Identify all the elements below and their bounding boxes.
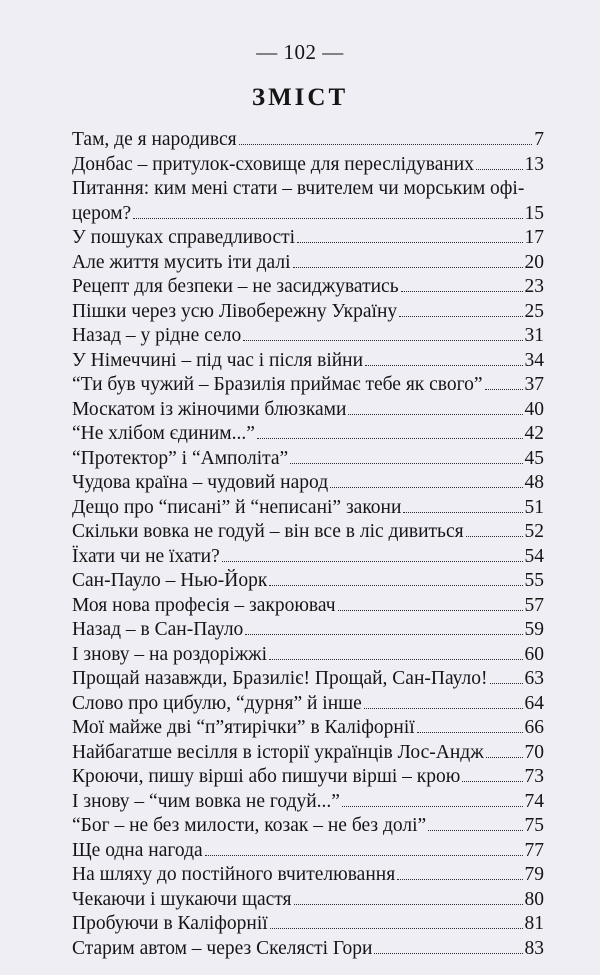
dot-leader — [399, 316, 522, 317]
toc-entry-page: 55 — [524, 570, 544, 591]
dot-leader — [330, 487, 522, 488]
dot-leader — [338, 610, 523, 611]
toc-entry-page: 74 — [524, 790, 544, 812]
toc-entry-page: 52 — [524, 521, 544, 542]
toc-entry-page: 51 — [524, 496, 544, 518]
toc-entry-title: Там, де я народився — [72, 129, 237, 150]
toc-entry-page: 57 — [524, 594, 544, 616]
toc-entry-title: Ще одна нагода — [72, 839, 203, 861]
toc-entry — [72, 300, 544, 325]
toc-entry-page: 20 — [524, 251, 544, 273]
toc-entry-page: 31 — [524, 325, 544, 346]
toc-entry — [72, 251, 544, 276]
toc-entry — [72, 545, 544, 570]
dot-leader — [462, 781, 522, 782]
toc-entry-title: Сан-Пауло – Нью-Йорк — [72, 570, 268, 591]
dot-leader — [294, 904, 523, 905]
toc-entry — [72, 765, 544, 790]
toc-entry-page: 73 — [524, 766, 544, 787]
toc-entry-title: Назад – в Сан-Пауло — [72, 619, 244, 640]
toc-entry-title: Скільки вовка не годуй – він все в ліс дивиться — [72, 521, 464, 542]
toc-entry-title: Їхати чи не їхати? — [72, 545, 220, 567]
dot-leader — [133, 218, 522, 219]
dot-leader — [222, 561, 523, 562]
toc-entry-page: 45 — [524, 447, 544, 469]
toc-entry — [72, 839, 544, 864]
toc-entry-title: Москатом із жіночими блюзками — [72, 398, 347, 420]
toc-entry — [72, 177, 544, 226]
toc-entry-page: 37 — [524, 374, 544, 395]
toc-entry — [72, 128, 544, 153]
dot-leader — [374, 953, 522, 954]
toc-entry-page: 79 — [524, 864, 544, 885]
toc-entry-title: Рецепт для безпеки – не засиджуватись — [72, 276, 399, 297]
toc-entry — [72, 471, 544, 496]
dot-leader — [270, 928, 523, 929]
table-of-contents — [72, 128, 544, 961]
toc-entry-title: У Німеччині – під час і після війни — [72, 349, 364, 371]
toc-entry-title: Мої майже дві “п”ятирічки” в Каліфорнії — [72, 717, 415, 738]
dot-leader — [466, 536, 523, 537]
toc-entry — [72, 422, 544, 447]
toc-entry-page: 34 — [524, 349, 544, 371]
toc-entry — [72, 447, 544, 472]
toc-entry-page: 83 — [524, 937, 544, 959]
toc-entry-title: Кроючи, пишу вірші або пишучи вірші – крою — [72, 766, 461, 787]
toc-entry — [72, 912, 544, 937]
dot-leader — [243, 340, 522, 341]
toc-entry — [72, 398, 544, 423]
toc-entry — [72, 569, 544, 594]
dot-leader — [239, 144, 533, 145]
toc-entry — [72, 667, 544, 692]
toc-entry — [72, 814, 544, 839]
toc-entry-title: І знову – “чим вовка не годуй...” — [72, 790, 340, 812]
toc-entry-title: На шляху до постійного вчителювання — [72, 864, 396, 885]
toc-entry-title: І знову – на роздоріжжі — [72, 643, 268, 665]
toc-entry-page: 81 — [524, 913, 544, 934]
toc-entry-page: 64 — [524, 692, 544, 714]
toc-entry — [72, 937, 544, 962]
toc-entry-title: Старим автом – через Скелясті Гори — [72, 937, 373, 959]
toc-entry — [72, 520, 544, 545]
toc-entry — [72, 153, 544, 178]
toc-entry-page: 23 — [524, 276, 544, 297]
dot-leader — [397, 879, 522, 880]
dot-leader — [342, 806, 523, 807]
toc-entry-title: Пішки через усю Лівобережну Україну — [72, 300, 398, 322]
dot-leader — [364, 708, 523, 709]
toc-entry-page: 13 — [524, 153, 544, 175]
toc-entry-continuation — [72, 202, 544, 227]
toc-entry-page: 48 — [524, 472, 544, 493]
toc-entry-page: 42 — [524, 423, 544, 444]
toc-entry-page: 63 — [524, 668, 544, 689]
toc-entry-page: 60 — [524, 643, 544, 665]
dot-leader — [417, 732, 523, 733]
dot-leader — [490, 683, 523, 684]
toc-entry-title-cont: цером? — [72, 202, 132, 224]
dot-leader — [269, 585, 522, 586]
toc-entry-title: Моя нова професія – закроювач — [72, 594, 336, 616]
toc-entry-page: 25 — [524, 300, 544, 322]
toc-entry-title: Донбас – притулок-сховище для переслідуваних — [72, 153, 474, 175]
toc-entry-title: “Бог – не без милости, козак – не без долі” — [72, 815, 427, 836]
toc-entry — [72, 275, 544, 300]
toc-entry — [72, 594, 544, 619]
toc-entry-title: Назад – у рідне село — [72, 325, 242, 346]
dot-leader — [205, 855, 523, 856]
toc-entry-page: 66 — [524, 717, 544, 738]
toc-entry — [72, 716, 544, 741]
toc-entry-page: 59 — [524, 619, 544, 640]
toc-entry-page: 54 — [524, 545, 544, 567]
toc-entry — [72, 496, 544, 521]
dot-leader — [245, 634, 522, 635]
toc-entry — [72, 324, 544, 349]
dot-leader — [485, 389, 523, 390]
toc-entry — [72, 863, 544, 888]
toc-entry-title: Слово про цибулю, “дурня” й інше — [72, 692, 362, 714]
dot-leader — [257, 438, 523, 439]
dot-leader — [403, 512, 522, 513]
toc-entry-page: 15 — [524, 202, 544, 224]
toc-entry — [72, 692, 544, 717]
toc-entry — [72, 226, 544, 251]
toc-entry — [72, 643, 544, 668]
page-title: ЗМІСТ — [251, 84, 349, 111]
toc-entry-title: Але життя мусить іти далі — [72, 251, 291, 273]
toc-entry — [72, 790, 544, 815]
toc-entry-page: 7 — [534, 129, 544, 150]
toc-entry-title: Пробуючи в Каліфорнії — [72, 913, 268, 934]
toc-entry-title: “Ти був чужий – Бразилія приймає тебе як свого” — [72, 374, 483, 395]
toc-entry-page: 40 — [524, 398, 544, 420]
toc-entry-page: 17 — [524, 227, 544, 248]
toc-entry-title: Прощай назавжди, Бразиліє! Прощай, Сан-Пауло! — [72, 668, 488, 689]
toc-entry-page: 75 — [524, 815, 544, 836]
toc-entry-page: 80 — [524, 888, 544, 910]
toc-entry-title: Питання: ким мені стати – вчителем чи морським офі- — [72, 178, 525, 199]
page-number: — 102 — — [256, 40, 344, 64]
toc-entry — [72, 741, 544, 766]
toc-entry-title: “Протектор” і “Амполіта” — [72, 447, 289, 469]
toc-entry-title: Чекаючи і шукаючи щастя — [72, 888, 292, 910]
toc-entry-title: Найбагатше весілля в історії українців Лос-Андж — [72, 741, 484, 763]
dot-leader — [293, 267, 523, 268]
dot-leader — [401, 291, 523, 292]
toc-entry-title: Чудова країна – чудовий народ — [72, 472, 329, 493]
dot-leader — [476, 169, 523, 170]
dot-leader — [486, 757, 523, 758]
dot-leader — [365, 365, 522, 366]
toc-entry-page: 77 — [524, 839, 544, 861]
toc-entry — [72, 373, 544, 398]
dot-leader — [348, 414, 522, 415]
dot-leader — [269, 659, 522, 660]
toc-entry-title: Дещо про “писані” й “неписані” закони — [72, 496, 402, 518]
toc-entry-page: 70 — [524, 741, 544, 763]
toc-entry — [72, 618, 544, 643]
dot-leader — [297, 242, 522, 243]
toc-entry-title: “Не хлібом єдиним...” — [72, 423, 255, 444]
dot-leader — [428, 830, 522, 831]
toc-entry — [72, 349, 544, 374]
toc-entry — [72, 888, 544, 913]
dot-leader — [290, 463, 522, 464]
toc-entry-title: У пошуках справедливості — [72, 227, 296, 248]
